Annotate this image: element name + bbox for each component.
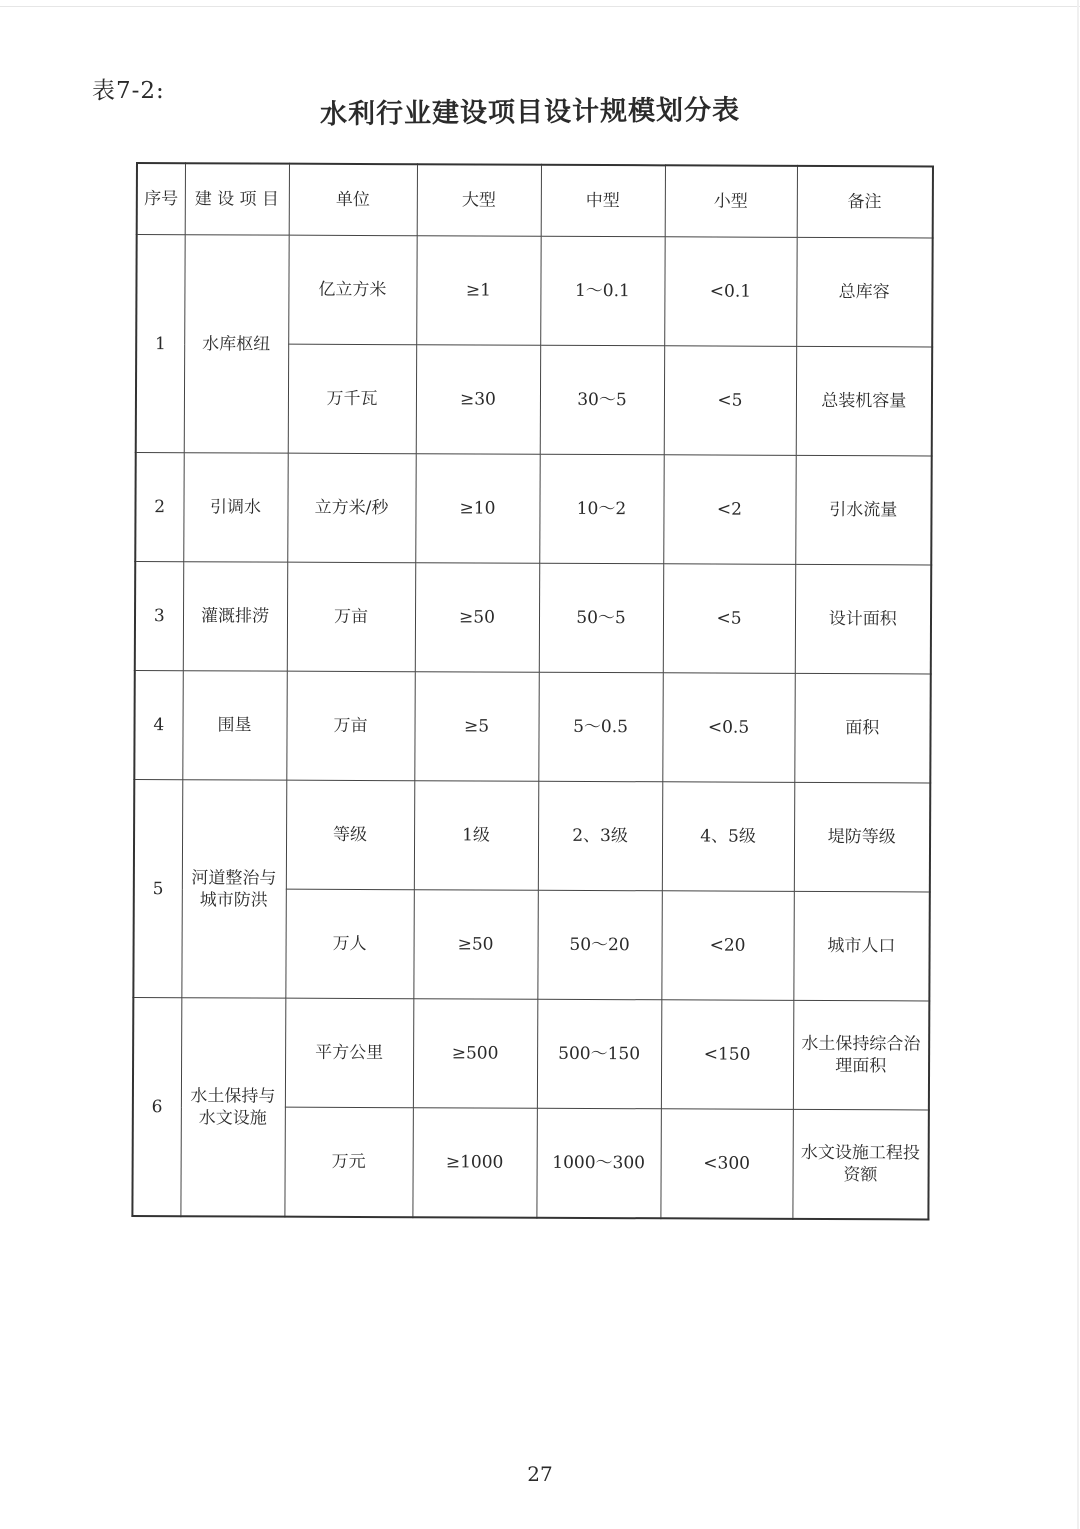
project-name-cell: 围垦 [182,671,286,780]
large-cell: ≥5 [414,672,538,782]
large-cell: ≥10 [415,454,539,564]
header-cell-note: 备注 [797,166,933,238]
row-number-cell: 6 [132,997,181,1216]
project-name-cell: 引调水 [183,453,287,562]
note-cell: 设计面积 [795,564,931,674]
small-cell: 4、5级 [662,782,794,892]
header-cell-number: 序号 [137,163,185,235]
unit-cell: 万人 [285,889,413,999]
note-cell: 面积 [794,673,930,783]
project-name-cell: 河道整治与城市防洪 [181,780,286,998]
header-cell-unit: 单位 [289,164,417,236]
medium-cell: 2、3级 [538,781,662,891]
page-edge-top [0,6,1080,7]
table-row [136,235,932,347]
note-cell: 总库容 [796,237,932,347]
row-number-cell: 5 [133,779,182,997]
large-cell: ≥30 [416,345,540,455]
header-cell-small: 小型 [665,165,797,237]
table-row [135,453,931,565]
unit-cell: 万亩 [287,562,415,672]
note-cell: 城市人口 [793,891,929,1001]
project-name-cell: 水库枢纽 [184,235,289,453]
row-number-cell: 2 [135,453,183,562]
project-name-cell: 水土保持与水文设施 [180,998,285,1217]
design-scale-table [131,162,934,1220]
row-number-cell: 4 [134,670,182,779]
header-cell-large: 大型 [417,164,541,236]
table-row [134,779,930,891]
medium-cell: 30～5 [540,345,664,455]
medium-cell: 1～0.1 [540,236,664,346]
row-number-cell: 3 [135,562,183,671]
note-cell: 堤防等级 [794,782,930,892]
large-cell: 1级 [414,781,538,891]
table-row [135,562,931,674]
unit-cell: 立方米/秒 [287,453,415,563]
note-cell: 总装机容量 [796,346,932,456]
note-cell: 水土保持综合治理面积 [793,1000,929,1110]
small-cell: <2 [663,455,795,565]
large-cell: ≥1 [416,236,540,346]
document-title: 水利行业建设项目设计规模划分表 [319,94,741,131]
large-cell: ≥1000 [412,1108,536,1218]
medium-cell: 1000～300 [536,1108,660,1218]
note-cell: 引水流量 [795,455,931,565]
medium-cell: 500～150 [537,999,661,1109]
note-cell: 水文设施工程投资额 [792,1109,928,1219]
table-row [133,997,929,1109]
table-row [134,670,930,782]
unit-cell: 亿立方米 [288,235,416,345]
unit-cell: 等级 [286,780,414,890]
project-name-cell: 灌溉排涝 [183,562,287,671]
small-cell: <20 [661,891,793,1001]
table-header-row [137,163,933,238]
row-number-cell: 1 [136,235,185,453]
header-cell-project: 建 设 项 目 [185,163,289,235]
unit-cell: 平方公里 [285,998,413,1108]
large-cell: ≥50 [415,563,539,673]
small-cell: <150 [661,1000,793,1110]
large-cell: ≥50 [413,890,537,1000]
table-label: 表7-2: [92,78,165,104]
medium-cell: 5～0.5 [538,672,662,782]
small-cell: <0.5 [662,673,794,783]
medium-cell: 10～2 [539,454,663,564]
small-cell: <5 [663,564,795,674]
design-scale-table-wrapper [131,162,932,1219]
medium-cell: 50～5 [539,563,663,673]
header-cell-medium: 中型 [541,165,665,237]
unit-cell: 万亩 [286,671,414,781]
page-number: 27 [527,1462,553,1486]
large-cell: ≥500 [413,999,537,1109]
small-cell: <0.1 [664,237,796,347]
unit-cell: 万元 [284,1107,412,1217]
medium-cell: 50～20 [537,890,661,1000]
small-cell: <5 [664,346,796,456]
page-edge-right [1077,0,1079,1529]
small-cell: <300 [660,1109,792,1219]
unit-cell: 万千瓦 [288,344,416,454]
